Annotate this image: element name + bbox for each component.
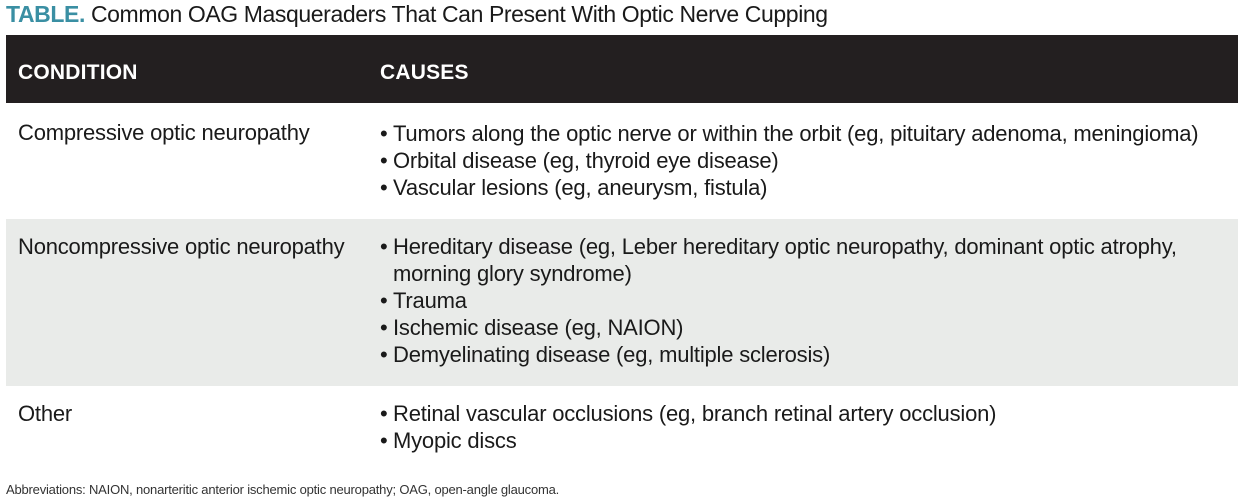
cause-item: • Ischemic disease (eg, NAION)	[380, 315, 684, 340]
cause-item: • Vascular lesions (eg, aneurysm, fistula)	[380, 175, 768, 200]
cause-item: • Tumors along the optic nerve or within the orbit (eg, pituitary adenoma, meningioma)	[380, 121, 1199, 146]
condition-cell: Compressive optic neuropathy	[18, 120, 310, 145]
condition-cell: Noncompressive optic neuropathy	[18, 234, 345, 259]
table-header-row	[6, 35, 1238, 103]
causes-list	[380, 400, 1230, 454]
causes-list	[380, 233, 1230, 368]
cause-item: • Myopic discs	[380, 428, 517, 453]
table-row-compressive	[6, 103, 1238, 219]
header-causes: CAUSES	[380, 61, 469, 84]
table-row-noncompressive	[6, 219, 1238, 386]
table-title-label: TABLE.	[6, 1, 85, 27]
table-row-other	[6, 386, 1238, 476]
cause-item: • Demyelinating disease (eg, multiple sclerosis)	[380, 342, 831, 367]
cause-item: • Retinal vascular occlusions (eg, branch retinal artery occlusion)	[380, 401, 997, 426]
masqueraders-table	[6, 35, 1238, 476]
cause-item: • Trauma	[380, 288, 467, 313]
cause-item: • Orbital disease (eg, thyroid eye disease)	[380, 148, 779, 173]
causes-list	[380, 120, 1230, 201]
table-title	[6, 0, 828, 30]
abbreviations-footnote: Abbreviations: NAION, nonarteritic anterior ischemic optic neuropathy; OAG, open-angle glaucoma.	[6, 482, 560, 497]
cause-item: • Hereditary disease (eg, Leber hereditary optic neuropathy, dominant optic atrophy, morning glory syndrome)	[380, 234, 1177, 286]
header-condition: CONDITION	[18, 61, 138, 84]
condition-cell: Other	[18, 401, 73, 426]
table-title-text: Common OAG Masqueraders That Can Present With Optic Nerve Cupping	[90, 1, 828, 27]
